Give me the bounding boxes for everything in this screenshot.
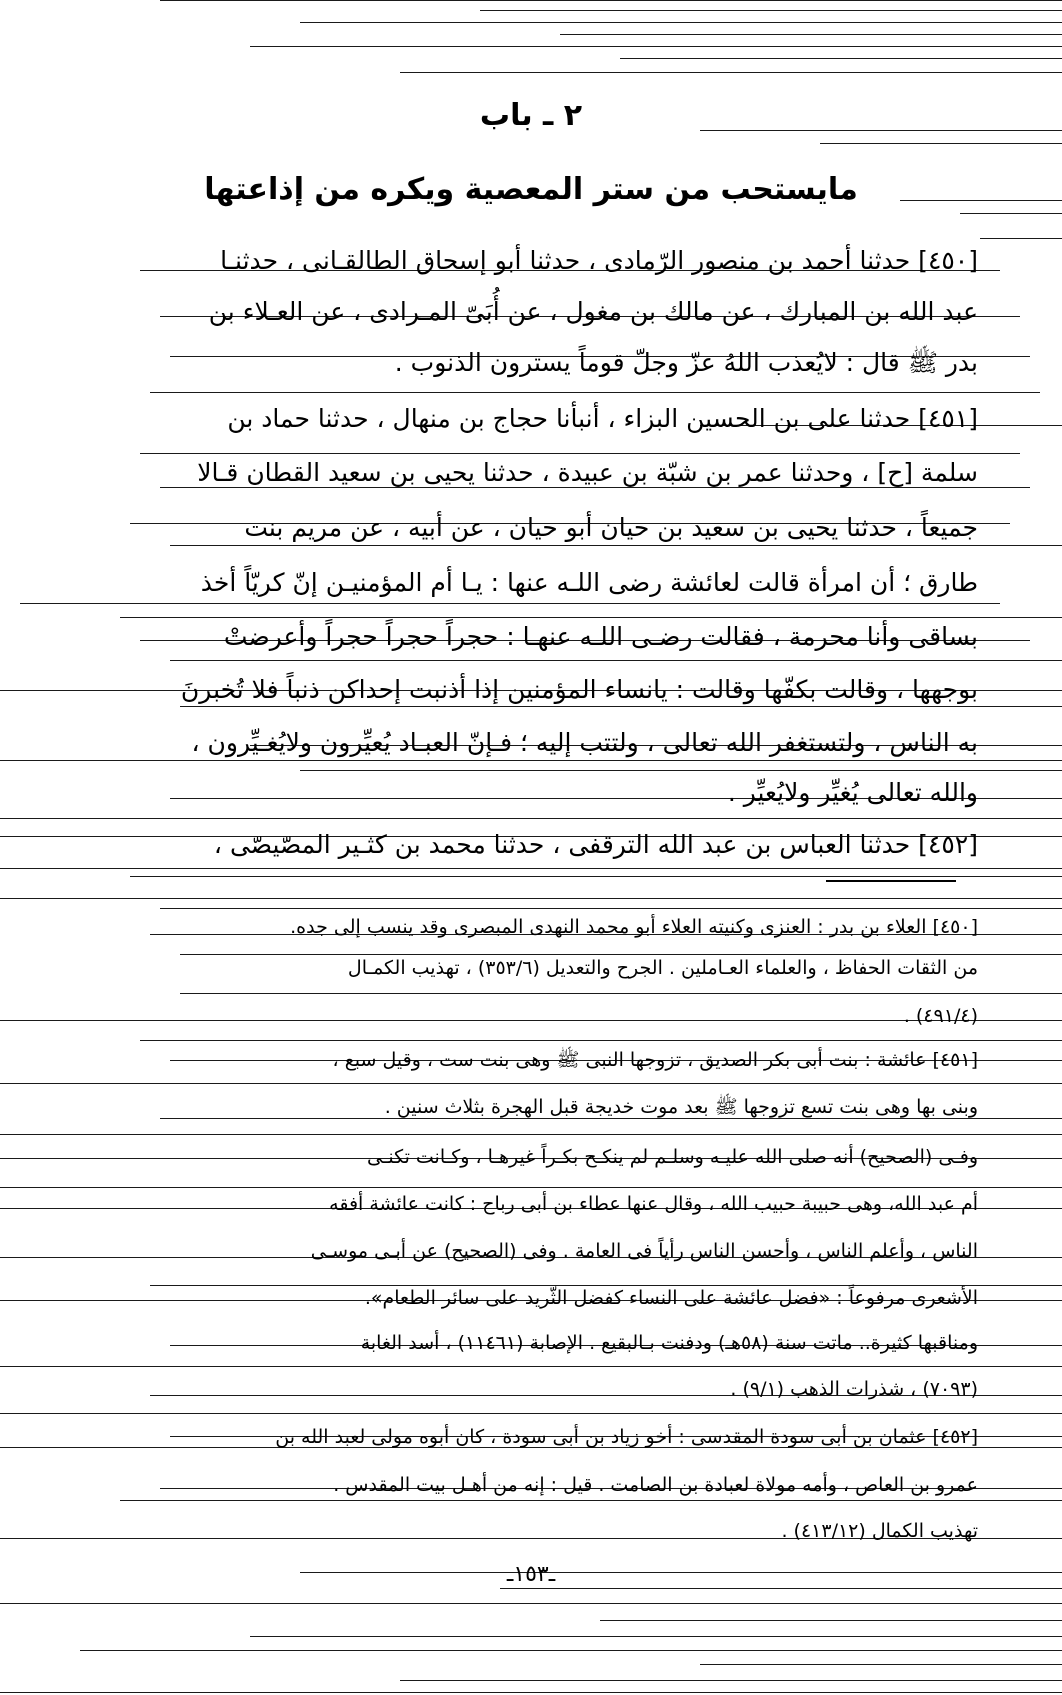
scan-line <box>500 1588 1062 1589</box>
footnote-line: ومناقبها كثيرة.. ماتت سنة (٥٨هـ) ودفنت بـالبقيع . الإصابة (١١٤٦١) ، أسد الغابة <box>360 1332 978 1354</box>
scan-line <box>170 545 1062 546</box>
scan-line <box>170 660 1062 661</box>
scan-line <box>20 603 1000 604</box>
footnote-line: وفـى (الصحيح) أنه صلى الله عليـه وسلـم لم ينكـح بكـراً غيرهـا ، وكـانت تكنـى <box>366 1146 978 1168</box>
chapter-number-title: ٢ ـ باب <box>479 98 583 133</box>
scan-line <box>0 1603 1062 1604</box>
scan-line <box>0 1083 1062 1084</box>
scan-line <box>600 1620 1062 1621</box>
scan-line <box>0 1020 1062 1021</box>
footnote-line: عمرو بن العاص ، وأمه مولاة لعبادة بن الصامت . قيل : إنه من أهـل بيت المقدس . <box>333 1474 978 1496</box>
scan-line <box>960 213 1062 214</box>
footnote-line: (٧٠٩٣) ، شذرات الذهب (٩/١) . <box>730 1378 978 1400</box>
footnote-line: [٤٥٢] عثمان بن أبى سودة المقدسى : أخو زياد بن أبى سودة ، كان أبوه مولى لعبد الله بن <box>275 1426 978 1448</box>
main-line: طارق ؛ أن امرأة قالت لعائشة رضى اللـه عنها : يـا أم المؤمنيـن إنّ كريّاً أخذ <box>200 568 978 597</box>
footnote-line: أم عبد الله، وهى حبيبة حبيب الله ، وقال عنها عطاء بن أبى رباح : كانت عائشة أفقه <box>329 1193 978 1215</box>
footnote-separator <box>826 880 956 882</box>
main-line: [٤٥٢] حدثنا العباس بن عبد الله الترقفى ، حدثنا محمد بن كثـير المصّيصّى ، <box>213 830 978 859</box>
scan-line <box>160 487 1030 488</box>
footnote-line: (٤٩١/٤) . <box>903 1005 978 1027</box>
scan-line <box>0 898 1062 899</box>
main-line: والله تعالى يُغيِّر ولايُعيِّر . <box>727 778 978 807</box>
page-number: ـ١٥٣ـ <box>506 1562 556 1587</box>
scan-line <box>150 392 1040 393</box>
scan-line <box>250 1636 1062 1637</box>
scan-line <box>700 1664 1062 1665</box>
main-line: بوجهها ، وقالت بكفّها وقالت : يانساء المؤمنين إذا أذنبت إحداكن ذنباً فلا تُخبرنَ <box>180 675 978 704</box>
footnote-line: من الثقات الحفاظ ، والعلماء العـاملين . الجرح والتعديل (٣٥٣/٦) ، تهذيب الكمـال <box>347 957 978 979</box>
scan-line <box>80 1650 1062 1651</box>
scan-line <box>400 1680 1062 1681</box>
scan-line <box>300 22 1062 23</box>
scan-line <box>300 770 1062 771</box>
main-line: سلمة [ح] ، وحدثنا عمر بن شبّة بن عبيدة ، حدثنا يحيى بن سعيد القطان قـالا <box>197 458 978 487</box>
main-line: عبد الله بن المبارك ، عن مالك بن مغول ، عن أُبَىّ المـرادى ، عن العـلاء بن <box>208 297 978 326</box>
scan-line <box>480 10 1062 11</box>
scan-line <box>150 1285 1062 1286</box>
main-line: جميعاً ، حدثنا يحيى بن سعيد بن حيان أبو حيان ، عن أبيه ، عن مريم بنت <box>244 513 978 542</box>
scan-line <box>160 908 1062 909</box>
scan-line <box>180 993 1062 994</box>
footnote-line: الأشعرى مرفوعاً : «فضل عائشة على النساء كفضل الثّريد على سائر الطعام». <box>364 1287 978 1309</box>
scan-line <box>560 34 1062 35</box>
main-line: به الناس ، ولتستغفر الله تعالى ، ولتتب إليه ؛ فـإنّ العبـاد يُعيِّرون ولايُغـيِّرون ، <box>191 728 978 757</box>
footnote-line: تهذيب الكمال (٤١٣/١٢) . <box>781 1520 978 1542</box>
main-line: بساقى وأنا محرمة ، فقالت رضـى اللـه عنهـا : حجراً حجراً حجراً وأعرضتْ <box>223 622 978 651</box>
scan-line <box>400 72 1062 73</box>
scan-line <box>0 818 1062 819</box>
main-line: [٤٥٠] حدثنا أحمد بن منصور الرّمادى ، حدثنا أبو إسحاق الطالقـانى ، حدثنـا <box>220 246 978 275</box>
main-line: [٤٥١] حدثنا على بن الحسين البزاء ، أنبأنا حجاج بن منهال ، حدثنا حماد بن <box>227 404 978 433</box>
scan-line <box>0 760 1062 761</box>
scan-line <box>820 143 1062 144</box>
footnote-line: [٤٥٠] العلاء بن بدر : العنزى وكنيته العلاء أبو محمد النهدى المبصرى وقد ينسب إلى جده. <box>290 916 978 938</box>
footnote-line: الناس ، وأعلم الناس ، وأحسن الناس رأياً فى العامة . وفى (الصحيح) عن أبـى موسـى <box>310 1240 978 1262</box>
scan-line <box>180 706 1062 707</box>
scan-line <box>130 876 1062 877</box>
scan-line <box>250 46 1062 47</box>
footnote-line: [٤٥١] عائشة : بنت أبى بكر الصديق ، تزوجها النبى ﷺ وهى بنت ست ، وقيل سبع ، <box>332 1049 978 1071</box>
scan-line <box>980 238 1062 239</box>
scan-line <box>0 1366 1062 1367</box>
scan-line <box>120 1500 1062 1501</box>
scan-line <box>0 1692 1062 1693</box>
scan-line <box>140 453 1020 454</box>
scan-line <box>160 0 1062 1</box>
chapter-subtitle: مايستحب من ستر المعصية ويكره من إذاعتها <box>204 172 858 207</box>
scan-line <box>620 58 1062 59</box>
scan-line <box>0 1413 1062 1414</box>
scan-line <box>0 868 1062 869</box>
scan-line <box>0 1134 1062 1135</box>
main-line: بدر ﷺ قال : لايُعذب اللهُ عزّ وجلّ قوماً يسترون الذنوب . <box>394 348 978 377</box>
scan-line <box>180 954 1062 955</box>
scan-line <box>0 1187 1062 1188</box>
footnote-line: وبنى بها وهى بنت تسع تزوجها ﷺ بعد موت خديجة قبل الهجرة بثلاث سنين . <box>384 1096 978 1118</box>
scan-line <box>140 1040 1062 1041</box>
scan-line <box>120 617 1062 618</box>
